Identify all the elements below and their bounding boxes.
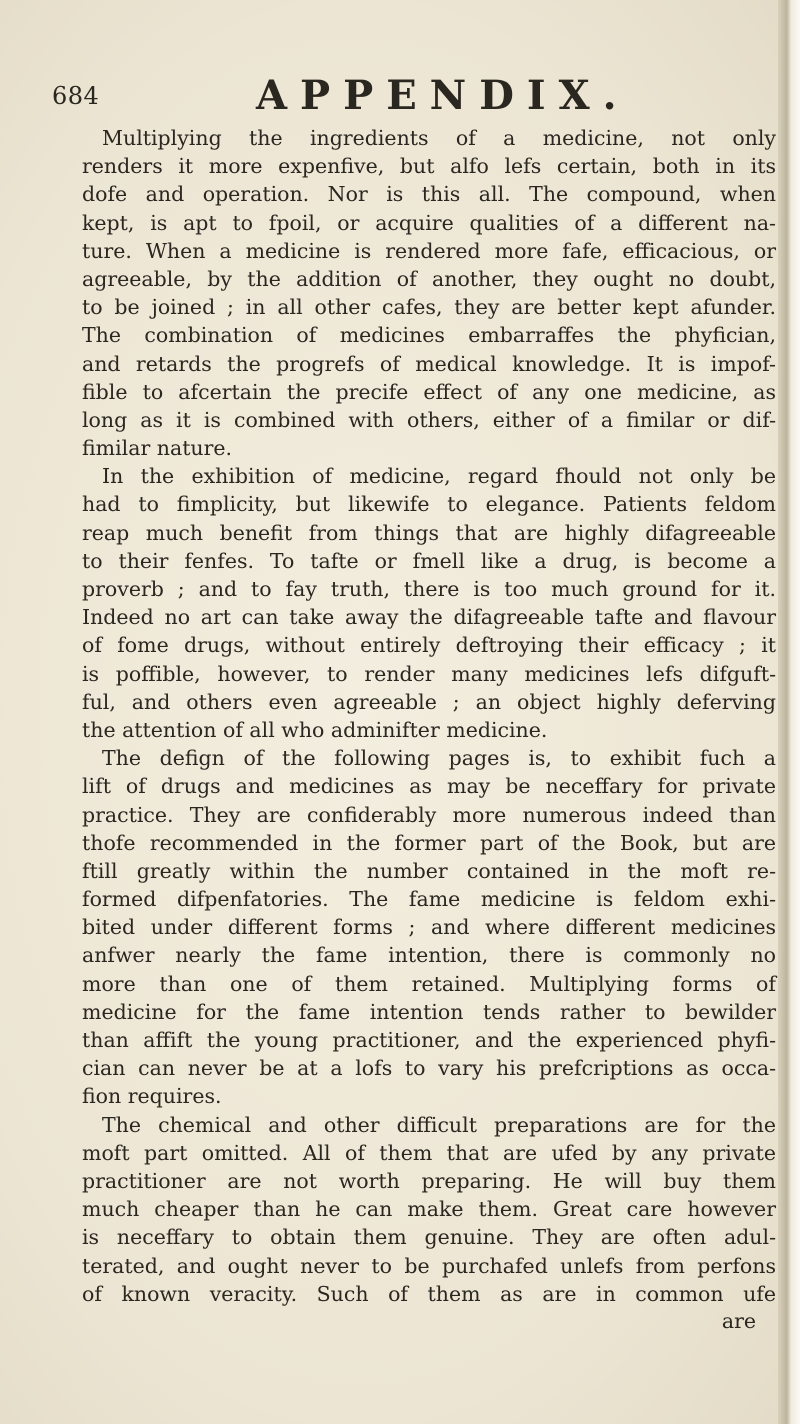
text-line: renders it more expenfive, but alfo lefs certain, both in its <box>82 154 776 179</box>
text-line: is neceffary to obtain them genuine. They are often adul- <box>82 1225 776 1250</box>
text-line: agreeable, by the addition of another, they ought no doubt, <box>82 266 776 291</box>
text-line: ful, and others even agreeable ; an object highly deferving <box>82 689 776 714</box>
text-line: The chemical and other difficult preparations are for the <box>102 1112 776 1137</box>
text-line: terated, and ought never to be purchafed unlefs from perfons <box>82 1253 776 1278</box>
text-line: to their fenfes. To tafte or fmell like a drug, is become a <box>82 548 776 573</box>
text-line: thofe recommended in the former part of the Book, but are <box>82 830 776 855</box>
text-line: Multiplying the ingredients of a medicine, not only <box>102 126 776 150</box>
text-line: moft part omitted. All of them that are ufed by any private <box>82 1140 776 1165</box>
text-line: is poffible, however, to render many medicines lefs difguft- <box>82 661 776 686</box>
text-line: proverb ; and to fay truth, there is too much ground for it. <box>82 577 776 601</box>
text-line: to be joined ; in all other cafes, they are better kept afunder. <box>82 295 776 320</box>
text-line: medicine for the fame intention tends rather to bewilder <box>82 999 776 1024</box>
text-line: fible to afcertain the precife effect of any one medicine, as <box>82 379 776 404</box>
text-line: The combination of medicines embarraffes the phyfician, <box>82 323 776 348</box>
body-text <box>82 124 776 1334</box>
text-line: had to fimplicity, but likewife to elegance. Patients feldom <box>82 492 776 517</box>
text-line: ftill greatly within the number contained in the moft re- <box>82 858 776 883</box>
text-line: practice. They are confiderably more numerous indeed than <box>82 802 776 827</box>
text-line: ture. When a medicine is rendered more fafe, efficacious, or <box>82 238 776 263</box>
running-head-title: APPENDIX. <box>256 72 630 119</box>
text-line: more than one of them retained. Multiplying forms of <box>82 971 776 996</box>
page-number: 684 <box>52 82 100 110</box>
text-line: the attention of all who adminifter medicine. <box>82 717 548 742</box>
text-line: bited under different forms ; and where different medicines <box>82 915 776 940</box>
paragraph-1 <box>82 124 776 462</box>
text-line: of fome drugs, without entirely deftroying their efficacy ; it <box>82 633 776 658</box>
text-line: of known veracity. Such of them as are in common ufe <box>82 1281 776 1306</box>
text-line: In the exhibition of medicine, regard fhould not only be <box>102 464 776 489</box>
text-line: dofe and operation. Nor is this all. The compound, when <box>82 182 776 207</box>
text-line: anfwer nearly the fame intention, there is commonly no <box>82 943 776 968</box>
paragraph-2 <box>82 462 776 744</box>
catchword: are <box>721 1308 756 1333</box>
paragraph-3 <box>82 744 776 1110</box>
text-line: practitioner are not worth preparing. He will buy them <box>82 1168 776 1193</box>
text-line: reap much benefit from things that are highly difagreeable <box>82 520 776 545</box>
text-line: fimilar nature. <box>82 436 233 461</box>
text-line: and retards the progrefs of medical knowledge. It is impof- <box>82 351 776 376</box>
text-line: much cheaper than he can make them. Great care however <box>82 1197 776 1222</box>
text-line: fion requires. <box>82 1084 222 1109</box>
text-line: lift of drugs and medicines as may be neceffary for private <box>82 774 776 799</box>
text-line: cian can never be at a lofs to vary his prefcriptions as occa- <box>82 1056 776 1081</box>
text-line: kept, is apt to fpoil, or acquire qualities of a different na- <box>82 210 776 235</box>
text-line: formed difpenfatories. The fame medicine is feldom exhi- <box>82 887 776 912</box>
text-line: Indeed no art can take away the difagreeable tafte and flavour <box>82 605 776 630</box>
running-head <box>52 72 752 119</box>
text-line: than affift the young practitioner, and the experienced phyfi- <box>82 1028 776 1052</box>
text-line: long as it is combined with others, either of a fimilar or dif- <box>82 407 776 432</box>
paragraph-4 <box>82 1111 776 1308</box>
page-edge-shadow <box>778 0 800 1424</box>
text-line: The defign of the following pages is, to exhibit fuch a <box>102 746 776 771</box>
